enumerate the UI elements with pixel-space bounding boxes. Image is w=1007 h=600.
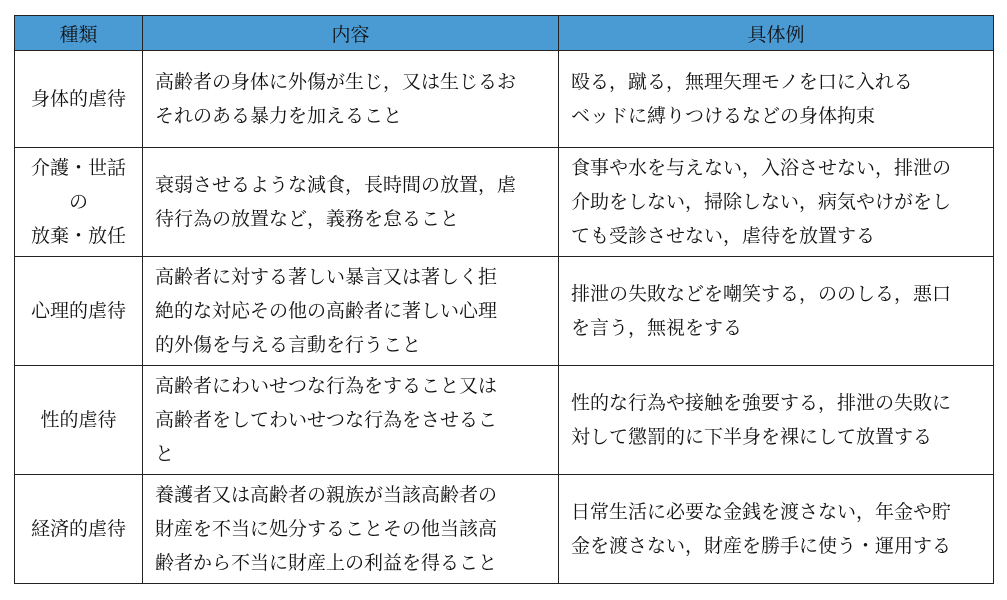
- table-row: [15, 366, 994, 475]
- cell-content-line: 養護者又は高齢者の親族が当該高齢者の: [155, 484, 498, 506]
- cell-type-line: 経済的虐待: [30, 518, 126, 540]
- cell-example-line: ベッドに縛りつけるなどの身体拘束: [571, 105, 876, 127]
- cell-type-line: 介護・世話: [30, 157, 126, 179]
- cell-content-line: 齢者から不当に財産上の利益を得ること: [155, 552, 498, 574]
- cell-example-line: ても受診させない，虐待を放置する: [571, 225, 876, 247]
- cell-example-line: 対して懲罰的に下半身を裸にして放置する: [571, 426, 933, 448]
- cell-example-line: 食事や水を与えない，入浴させない，排泄の: [571, 157, 952, 179]
- table-body: [15, 51, 994, 584]
- abuse-types-table: [14, 15, 994, 584]
- header-type: 種類: [15, 16, 143, 51]
- cell-example: [559, 148, 994, 257]
- cell-type-line: 身体的虐待: [30, 88, 126, 110]
- cell-content: [143, 475, 559, 584]
- cell-example-line: 排泄の失敗などを嘲笑する，ののしる，悪口: [571, 283, 952, 305]
- cell-example-line: を言う，無視をする: [571, 317, 743, 339]
- cell-content-line: 的外傷を与える言動を行うこと: [155, 334, 422, 356]
- cell-content-line: 高齢者の身体に外傷が生じ，又は生じるお: [155, 71, 517, 93]
- cell-example-line: 殴る，蹴る，無理矢理モノを口に入れる: [571, 71, 913, 93]
- cell-example: [559, 51, 994, 148]
- cell-content-line: 高齢者に対する著しい暴言又は著しく拒: [155, 266, 498, 288]
- cell-type-line: 放棄・放任: [30, 225, 126, 247]
- cell-content: [143, 148, 559, 257]
- cell-content-line: 絶的な対応その他の高齢者に著しい心理: [155, 300, 498, 322]
- cell-example-line: 金を渡さない，財産を勝手に使う・運用する: [571, 535, 952, 557]
- cell-content-line: それのある暴力を加えること: [155, 105, 403, 127]
- cell-type: [15, 475, 143, 584]
- cell-type-line: 心理的虐待: [30, 300, 126, 322]
- cell-content-line: 待行為の放置など，義務を怠ること: [155, 208, 460, 230]
- header-content: 内容: [143, 16, 559, 51]
- cell-content: [143, 366, 559, 475]
- cell-type: [15, 148, 143, 257]
- cell-example: [559, 257, 994, 366]
- table-row: [15, 257, 994, 366]
- cell-content-line: 高齢者にわいせつな行為をすること又は: [155, 375, 498, 397]
- cell-content-line: 衰弱させるような減食，長時間の放置，虐: [155, 174, 517, 196]
- header-example: 具体例: [559, 16, 994, 51]
- cell-example-line: 性的な行為や接触を強要する，排泄の失敗に: [571, 392, 952, 414]
- table-row: [15, 51, 994, 148]
- cell-type-line: の: [68, 191, 88, 213]
- cell-example-line: 日常生活に必要な金銭を渡さない，年金や貯: [571, 501, 952, 523]
- cell-content-line: と: [155, 443, 175, 465]
- cell-content-line: 高齢者をしてわいせつな行為をさせるこ: [155, 409, 498, 431]
- cell-example: [559, 475, 994, 584]
- cell-type: [15, 51, 143, 148]
- cell-type: [15, 257, 143, 366]
- cell-content-line: 財産を不当に処分することその他当該高: [155, 518, 498, 540]
- cell-type-line: 性的虐待: [40, 409, 117, 431]
- table-row: [15, 475, 994, 584]
- table-row: [15, 148, 994, 257]
- cell-example: [559, 366, 994, 475]
- cell-type: [15, 366, 143, 475]
- cell-content: [143, 257, 559, 366]
- header-row: [15, 16, 994, 51]
- cell-example-line: 介助をしない，掃除しない，病気やけがをし: [571, 191, 952, 213]
- cell-content: [143, 51, 559, 148]
